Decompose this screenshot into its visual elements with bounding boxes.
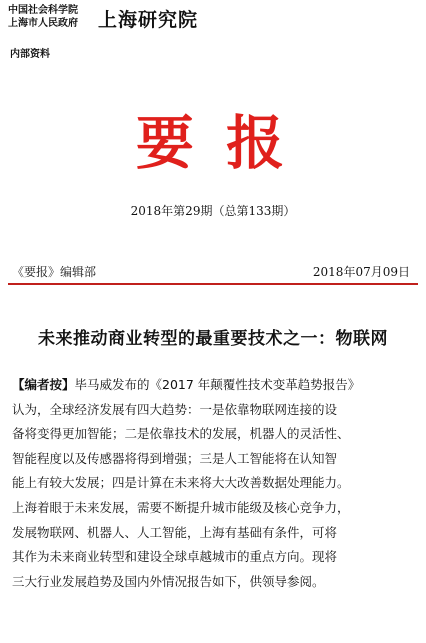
article-title: 未来推动商业转型的最重要技术之一：物联网 [38, 329, 388, 349]
editor-note-label: 【编者按】 [12, 377, 75, 392]
body-line: 认为，全球经济发展有四大趋势：一是依靠物联网连接的设 [12, 401, 338, 417]
body-line: 三大行业发展趋势及国内外情况报告如下，供领导参阅。 [12, 573, 325, 589]
article-body [12, 373, 418, 594]
masthead-title: 要 报 [135, 109, 291, 177]
body-line: 发展物联网、机器人、人工智能，上海有基础有条件，可将 [12, 524, 338, 540]
header-divider [8, 283, 418, 285]
body-line: 智能程度以及传感器将得到增强；三是人工智能将在认知智 [12, 450, 338, 466]
body-line: 能上有较大发展；四是计算在未来将大大改善数据处理能力。 [12, 475, 350, 491]
classification-label: 内部资料 [10, 49, 50, 60]
body-line-text: 毕马威发布的《2017 年颠覆性技术变革趋势报告》 [74, 377, 361, 392]
institution-lines [8, 4, 98, 30]
body-line [12, 373, 418, 398]
editor-label: 《要报》编辑部 [12, 265, 97, 279]
institution-name: 上海研究院 [98, 9, 199, 31]
issue-number: 2018年第29期（总第133期） [130, 204, 296, 218]
publish-date: 2018年07月09日 [312, 265, 410, 279]
body-line: 备将变得更加智能；二是依靠技术的发展，机器人的灵活性、 [12, 426, 350, 442]
institution-line-2: 上海市人民政府 [8, 18, 78, 29]
body-line: 其作为未来商业转型和建设全球卓越城市的重点方向。现将 [12, 549, 338, 565]
institution-line-1: 中国社会科学院 [8, 5, 78, 16]
body-line: 上海着眼于未来发展，需要不断提升城市能级及核心竞争力， [12, 499, 350, 515]
